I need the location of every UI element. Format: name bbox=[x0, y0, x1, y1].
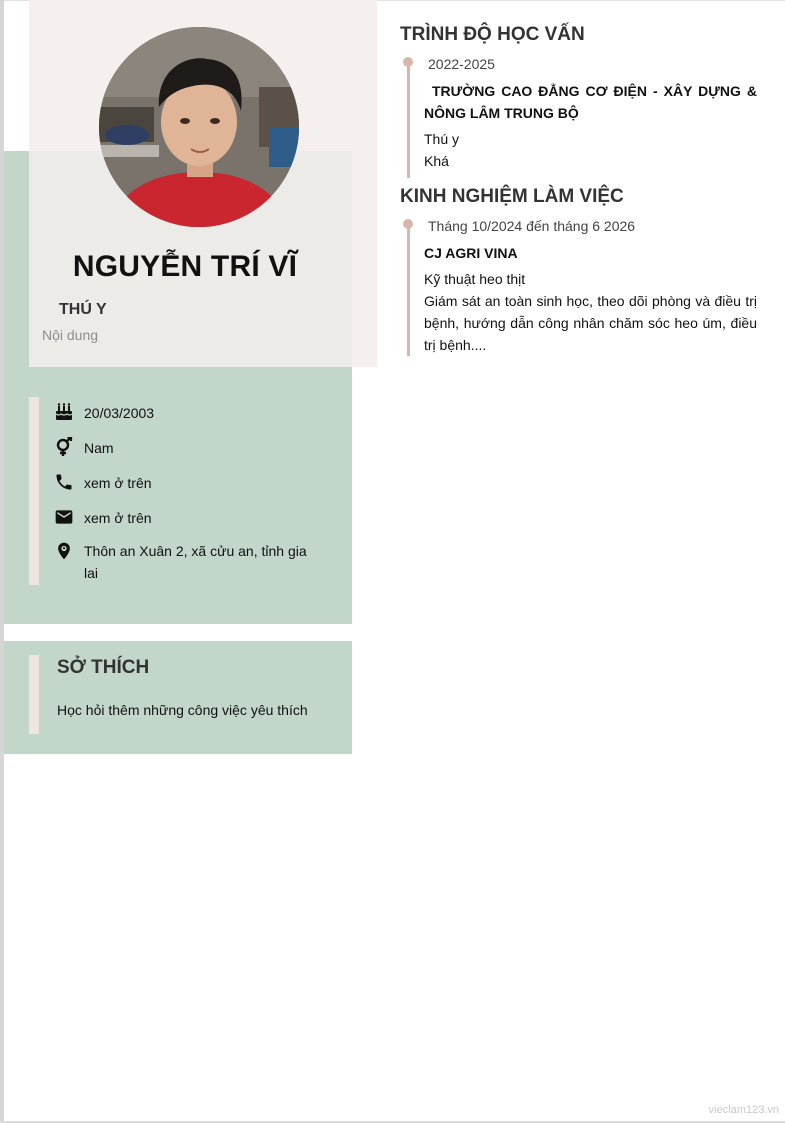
experience-section-title: KINH NGHIỆM LÀM VIỆC bbox=[400, 186, 624, 207]
contact-gender bbox=[54, 437, 316, 459]
job-title: THÚ Y bbox=[59, 301, 107, 318]
phone-icon bbox=[54, 472, 74, 492]
birthday-cake-icon bbox=[54, 402, 74, 422]
education-grade: Khá bbox=[424, 153, 449, 169]
experience-timeline-line bbox=[407, 222, 410, 356]
education-school: TRƯỜNG CAO ĐẲNG CƠ ĐIỆN - XÂY DỰNG & NÔNG LÂM TRUNG BỘ bbox=[424, 83, 757, 121]
contact-accent-bar bbox=[29, 397, 39, 585]
experience-company: CJ AGRI VINA bbox=[424, 245, 518, 261]
education-section-title: TRÌNH ĐỘ HỌC VẤN bbox=[400, 24, 585, 45]
email-icon bbox=[54, 507, 74, 527]
experience-position: Kỹ thuật heo thịt bbox=[424, 271, 526, 287]
location-pin-icon bbox=[54, 541, 74, 561]
hobby-accent-bar bbox=[29, 655, 39, 734]
avatar bbox=[99, 27, 299, 227]
avatar-photo bbox=[99, 27, 299, 227]
birthday-value: 20/03/2003 bbox=[84, 405, 155, 421]
education-timeline-line bbox=[407, 60, 410, 178]
gender-icon bbox=[54, 437, 74, 457]
contact-address bbox=[54, 540, 316, 584]
experience-timeline-dot bbox=[403, 219, 413, 229]
gender-value: Nam bbox=[84, 440, 114, 456]
address-value: Thôn an Xuân 2, xã cửu an, tỉnh gia lai bbox=[84, 543, 307, 581]
contact-birthday bbox=[54, 402, 316, 424]
education-date: 2022-2025 bbox=[428, 56, 495, 72]
job-subtitle: Nội dung bbox=[42, 327, 99, 343]
hobby-section-title: SỞ THÍCH bbox=[57, 657, 150, 678]
education-major: Thú y bbox=[424, 131, 460, 147]
candidate-name: NGUYỄN TRÍ VĨ bbox=[72, 250, 298, 283]
contact-phone bbox=[54, 472, 316, 494]
hobby-text: Học hỏi thêm những công việc yêu thích bbox=[57, 702, 308, 718]
experience-date: Tháng 10/2024 đến tháng 6 2026 bbox=[428, 218, 636, 234]
education-timeline-dot bbox=[403, 57, 413, 67]
contact-email bbox=[54, 507, 316, 529]
phone-value: xem ở trên bbox=[84, 475, 152, 491]
experience-description: Giám sát an toàn sinh học, theo dõi phòng và điều trị bệnh, hướng dẫn công nhân chăm sóc heo úm, điều trị bệnh.... bbox=[424, 293, 757, 353]
email-value: xem ở trên bbox=[84, 510, 152, 526]
watermark: vieclam123.vn bbox=[708, 1104, 779, 1116]
